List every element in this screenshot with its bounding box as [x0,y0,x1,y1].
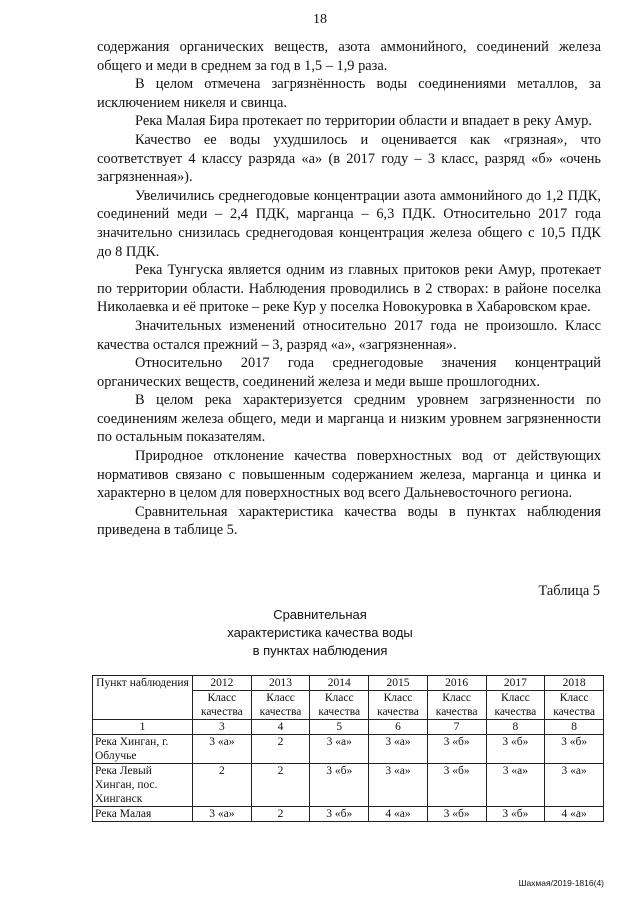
class-cell: 3 «б» [545,735,604,764]
class-cell: 3 «б» [486,735,545,764]
header-year: 2018 [545,676,604,691]
table-number: Таблица 5 [538,583,600,599]
table-row [93,764,604,807]
class-cell: 3 «а» [369,764,428,807]
class-cell: 3 «б» [427,764,486,807]
paragraph: Относительно 2017 года среднегодовые значения концентраций органических веществ, соединений железа и меди выше прошлогодних. [97,355,601,390]
class-cell: 4 «а» [369,807,428,822]
header-class: Класс качества [545,691,604,720]
class-cell: 2 [193,764,252,807]
class-cell: 3 «б» [310,764,369,807]
paragraph: Река Малая Бира протекает по территории области и впадает в реку Амур. [135,113,592,130]
table-row [93,735,604,764]
paragraph: Сравнительная характеристика качества воды в пунктах наблюдения приведена в таблице 5. [97,503,601,539]
header-class: Класс качества [427,691,486,720]
paragraph: Качество ее воды ухудшилось и оценивается как «грязная», что соответствует 4 классу разряда «а» (в 2017 году – 3 класс, разряд «б» «очень загрязненная»). [97,131,601,186]
paragraph: Увеличились среднегодовые концентрации азота аммонийного до 1,2 ПДК, соединений меди – 2,4 ПДК, марганца – 6,3 ПДК. Относительно 2017 года значительно снизилась среднегодовая концентрация железа общего с 10,5 ПДК до 8 ПДК. [97,187,601,260]
header-class: Класс качества [310,691,369,720]
header-year: 2015 [369,676,428,691]
column-number: 4 [251,720,310,735]
class-cell: 3 «б» [427,807,486,822]
quality-table [92,675,604,822]
header-class: Класс качества [486,691,545,720]
station-cell: Река Левый Хинган, пос. Хинганск [93,764,193,807]
column-number: 6 [369,720,428,735]
class-cell: 3 «б» [427,735,486,764]
paragraph: содержания органических веществ, азота аммонийного, соединений железа общего и меди в среднем за год в 1,5 – 1,9 раза. [97,39,601,74]
page-number: 18 [313,12,327,27]
table-title-line: Сравнительная [273,607,367,622]
class-cell: 4 «а» [545,807,604,822]
column-number-row [93,720,604,735]
class-cell: 2 [251,735,310,764]
paragraph: Река Тунгуска является одним из главных притоков реки Амур, протекает по территории области. Наблюдения проводились в 2 створах: в районе поселка Николаевка и её притоке – реке Кур у поселка Новокуровка в Хабаровском крае. [97,262,601,316]
column-number: 5 [310,720,369,735]
body-text [97,38,601,540]
class-cell: 3 «а» [545,764,604,807]
column-number: 3 [193,720,252,735]
class-cell: 2 [251,807,310,822]
table-row [93,807,604,822]
table-title-line: характеристика качества воды [227,625,413,640]
paragraph: Природное отклонение качества поверхностных вод от действующих нормативов связано с повышенным содержанием железа, марганца и цинка и характерно в целом для поверхностных вод всего Дальневосточного региона. [97,448,601,502]
table-header-row [93,676,604,691]
class-cell: 2 [251,764,310,807]
header-year: 2013 [251,676,310,691]
station-cell: Река Хинган, г. Облучье [93,735,193,764]
table-title-line: в пунктах наблюдения [252,643,388,658]
class-cell: 3 «б» [310,807,369,822]
paragraph: Значительных изменений относительно 2017 года не произошло. Класс качества остался прежний – 3, разряд «а», «загрязненная». [97,317,601,353]
header-class: Класс качества [251,691,310,720]
footer-code: Шахмая/2019-1816(4) [518,878,604,888]
paragraph: В целом отмечена загрязнённость воды соединениями металлов, за исключением никеля и свинца. [97,76,601,111]
class-cell: 3 «а» [193,807,252,822]
class-cell: 3 «б» [486,807,545,822]
class-cell: 3 «а» [369,735,428,764]
column-number: 8 [486,720,545,735]
header-station: Пункт наблюдения [93,676,193,720]
paragraph: В целом река характеризуется средним уровнем загрязненности по соединениям железа общего, меди и марганца и низким уровнем загрязненности по остальным показателям. [97,392,601,446]
header-year: 2017 [486,676,545,691]
station-cell: Река Малая [93,807,193,822]
column-number: 1 [93,720,193,735]
column-number: 8 [545,720,604,735]
class-cell: 3 «а» [193,735,252,764]
column-number: 7 [427,720,486,735]
class-cell: 3 «а» [486,764,545,807]
header-year: 2014 [310,676,369,691]
header-year: 2016 [427,676,486,691]
header-year: 2012 [193,676,252,691]
table-title [0,606,640,660]
header-class: Класс качества [193,691,252,720]
header-class: Класс качества [369,691,428,720]
class-cell: 3 «а» [310,735,369,764]
